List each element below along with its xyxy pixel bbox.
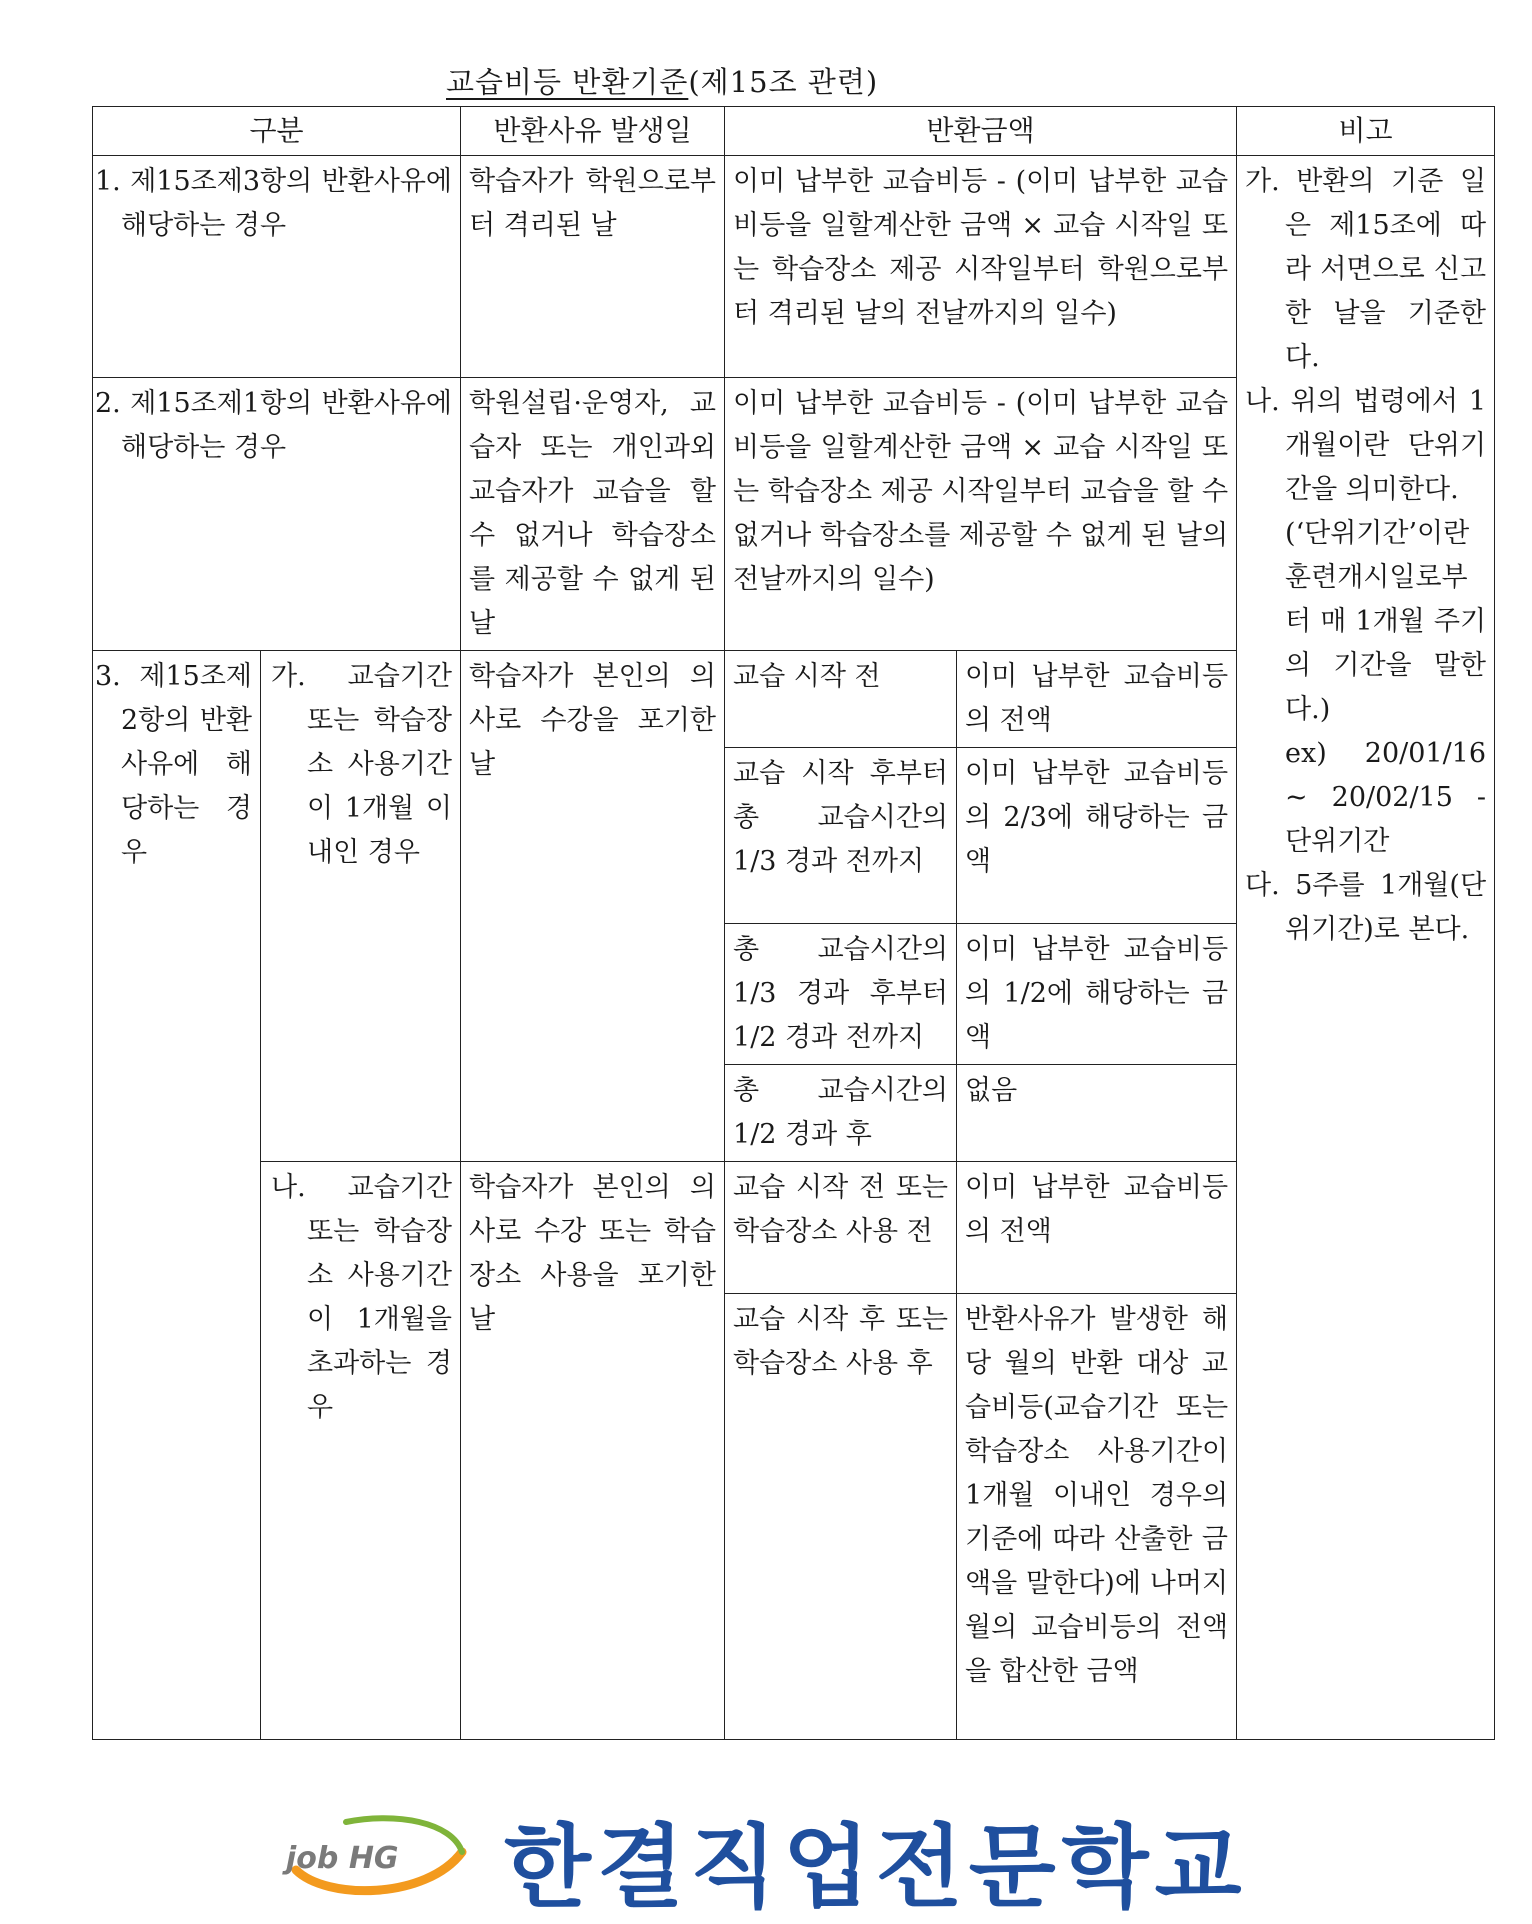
logo-text: job HG xyxy=(286,1841,399,1876)
header-note: 비고 xyxy=(1237,107,1495,156)
na-amount-2: 반환사유가 발생한 해당 월의 반환 대상 교습비등(교습기간 또는 학습장소 사용기간이 1개월 이내인 경우의 기준에 따라 산출한 금액을 말한다)에 나머지 월의 교습비등의 전액을 합산한 금액 xyxy=(957,1294,1237,1740)
na-period-2: 교습 시작 후 또는 학습장소 사용 후 xyxy=(725,1294,957,1740)
table-row xyxy=(93,156,1495,378)
note-na-detail: (‘단위기간’이란 훈련개시일로부터 매 1개월 주기의 기간을 말한다.) xyxy=(1285,518,1487,725)
note-na-example: ex) 20/01/16 ~ 20/02/15 - 단위기간 xyxy=(1285,738,1487,857)
row1-occurrence: 학습자가 학원으로부터 격리된 날 xyxy=(461,156,725,378)
ga-amount-2: 이미 납부한 교습비등의 2/3에 해당하는 금액 xyxy=(957,748,1237,924)
row3-na-occurrence: 학습자가 본인의 의사로 수강 또는 학습장소 사용을 포기한 날 xyxy=(461,1162,725,1740)
ga-period-3: 총 교습시간의 1/3 경과 후부터 1/2 경과 전까지 xyxy=(725,924,957,1065)
school-name: 한결직업전문학교 xyxy=(504,1815,1248,1920)
note-da: 다. 5주를 1개월(단위기간)로 본다. xyxy=(1245,870,1487,945)
ga-amount-4: 없음 xyxy=(957,1065,1237,1162)
ga-period-2: 교습 시작 후부터 총 교습시간의 1/3 경과 전까지 xyxy=(725,748,957,924)
table-header-row xyxy=(93,107,1495,156)
header-category: 구분 xyxy=(93,107,461,156)
note-cell xyxy=(1237,156,1495,1740)
row3-ga-sub: 가. 교습기간 또는 학습장소 사용기간이 1개월 이내인 경우 xyxy=(261,651,461,1162)
row3-na-sub: 나. 교습기간 또는 학습장소 사용기간이 1개월을 초과하는 경우 xyxy=(261,1162,461,1740)
footer xyxy=(0,1780,1532,1924)
row2-category: 2. 제15조제1항의 반환사유에 해당하는 경우 xyxy=(93,378,461,651)
header-occurrence: 반환사유 발생일 xyxy=(461,107,725,156)
ga-period-4: 총 교습시간의 1/2 경과 후 xyxy=(725,1065,957,1162)
row2-occurrence: 학원설립·운영자, 교습자 또는 개인과외교습자가 교습을 할 수 없거나 학습장소를 제공할 수 없게 된 날 xyxy=(461,378,725,651)
note-na: 나. 위의 법령에서 1개월이란 단위기간을 의미한다. xyxy=(1245,386,1487,505)
row1-amount: 이미 납부한 교습비등 - (이미 납부한 교습비등을 일할계산한 금액 × 교습 시작일 또는 학습장소 제공 시작일부터 학원으로부터 격리된 날의 전날까지의 일수) xyxy=(725,156,1237,378)
row1-category: 1. 제15조제3항의 반환사유에 해당하는 경우 xyxy=(93,156,461,378)
document-title xyxy=(446,60,878,101)
refund-criteria-table xyxy=(92,106,1495,1740)
row3-ga-occurrence: 학습자가 본인의 의사로 수강을 포기한 날 xyxy=(461,651,725,1162)
note-ga: 가. 반환의 기준 일은 제15조에 따라 서면으로 신고한 날을 기준한다. xyxy=(1245,166,1487,373)
school-logo-icon xyxy=(276,1808,476,1898)
row2-amount: 이미 납부한 교습비등 - (이미 납부한 교습비등을 일할계산한 금액 × 교습 시작일 또는 학습장소 제공 시작일부터 교습을 할 수 없거나 학습장소를 제공할 수 없게 된 날의 전날까지의 일수) xyxy=(725,378,1237,651)
na-amount-1: 이미 납부한 교습비등의 전액 xyxy=(957,1162,1237,1294)
ga-amount-1: 이미 납부한 교습비등의 전액 xyxy=(957,651,1237,748)
ga-period-1: 교습 시작 전 xyxy=(725,651,957,748)
na-period-1: 교습 시작 전 또는 학습장소 사용 전 xyxy=(725,1162,957,1294)
header-amount: 반환금액 xyxy=(725,107,1237,156)
row3-category: 3. 제15조제2항의 반환사유에 해당하는 경우 xyxy=(93,651,261,1740)
title-main: 교습비등 반환기준 xyxy=(446,65,689,99)
ga-amount-3: 이미 납부한 교습비등의 1/2에 해당하는 금액 xyxy=(957,924,1237,1065)
title-suffix: (제15조 관련) xyxy=(688,65,879,99)
